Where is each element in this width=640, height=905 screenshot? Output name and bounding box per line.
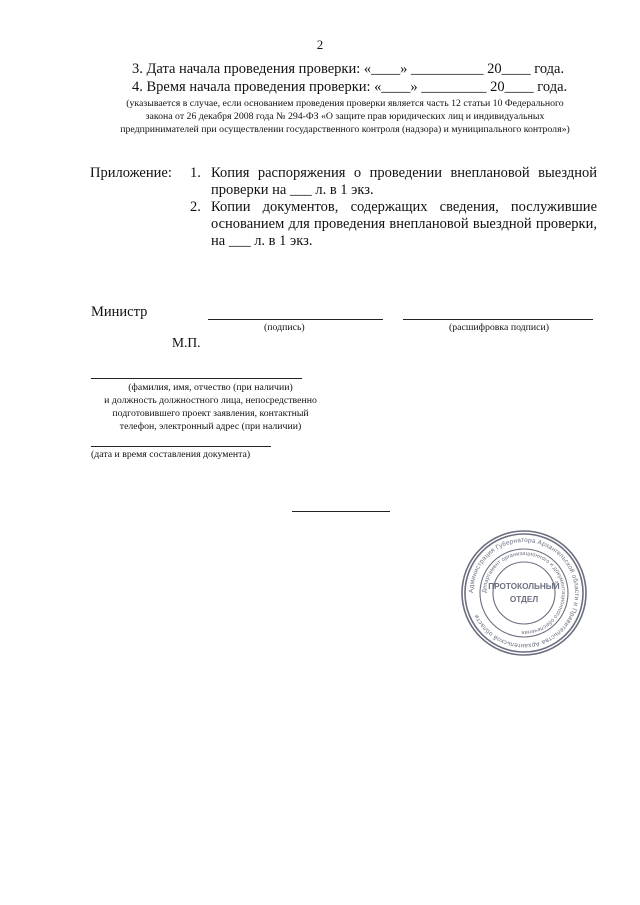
signature-decoding-caption: (расшифровка подписи) [449,322,550,333]
stamp-outer-text: Администрация Губернатора Архангельской области и Правительства Архангельской области [467,536,581,650]
preparer-caption-line-1: (фамилия, имя, отчество (при наличии) [128,382,293,393]
signature-decoding-line [403,319,593,320]
attachment-2-line-1: Копии документов, содержащих сведения, послужившие [211,199,597,215]
attachment-2-line-3: на ___ л. в 1 экз. [211,233,313,249]
signature-line [208,319,383,320]
inspection-start-time-line: 4. Время начала проведения проверки: «____» _________ 20____ года. [132,79,568,95]
page-number: 2 [316,37,324,52]
stamp-center-line-1: ПРОТОКОЛЬНЫЙ [488,582,560,591]
preparer-caption-line-2: и должность должностного лица, непосредственно [104,395,317,406]
stamp-center-line-2: ОТДЕЛ [509,595,539,604]
minister-title: Министр [91,304,148,320]
attachment-1-line-1: Копия распоряжения о проведении внеплановой выездной [211,165,597,181]
end-separator-line [292,511,390,512]
inspection-start-date-line: 3. Дата начала проведения проверки: «____» __________ 20____ года. [132,61,565,77]
attachments-label: Приложение: [90,165,172,181]
preparer-caption-line-3: подготовившего проект заявления, контактный [112,408,309,419]
attachment-2-number: 2. [190,199,201,215]
document-date-caption: (дата и время составления документа) [91,449,251,460]
attachment-2-line-2: основанием для проведения внеплановой выездной проверки, [211,216,597,232]
preparer-caption-line-4: телефон, электронный адрес (при наличии) [119,421,302,432]
attachment-1-line-2: проверки на ___ л. в 1 экз. [211,182,374,198]
document-date-line [91,446,271,447]
date-note-line-2: закона от 26 декабря 2008 года № 294-ФЗ «О защите прав юридических лиц и индивидуальных [145,111,545,122]
seal-place-label: М.П. [172,335,201,350]
attachment-1-number: 1. [190,165,201,181]
date-note-line-3: предпринимателей при осуществлении государственного контроля (надзора) и муниципального контроля») [120,124,570,135]
signature-caption: (подпись) [264,322,305,333]
protocol-department-stamp [458,527,590,659]
preparer-name-line [91,378,302,379]
stamp-inner-text: Департамент организационного и документационного обеспечения [481,550,567,636]
date-note-line-1: (указывается в случае, если основанием проведения проверки является часть 12 статьи 10 Федерального [126,98,564,109]
